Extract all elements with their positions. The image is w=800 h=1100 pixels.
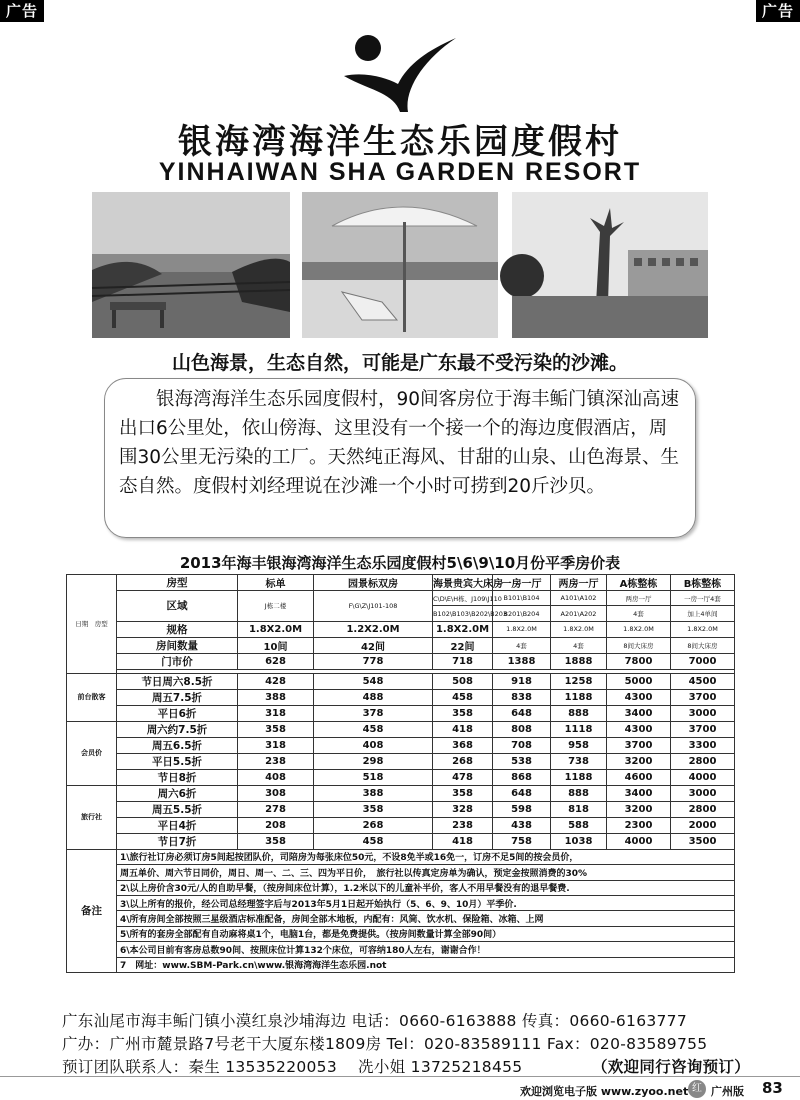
price-cell: 378 (314, 705, 433, 721)
area-cell: 加上4单间 (671, 606, 735, 621)
price-cell: 838 (493, 689, 551, 705)
discount-label: 节日周六8.5折 (117, 673, 238, 689)
table-row (67, 865, 735, 880)
price-cell: 958 (551, 737, 607, 753)
price-cell: 648 (493, 785, 551, 801)
price-cell: 3500 (671, 833, 735, 849)
price-cell: 778 (314, 653, 433, 669)
spec-cell: 1.8X2.0M (607, 621, 671, 637)
spec-cell: 1.8X2.0M (551, 621, 607, 637)
price-cell: 918 (493, 673, 551, 689)
photo-sea-view (92, 192, 290, 338)
row-header: 区域 (117, 591, 238, 622)
price-cell: 358 (433, 785, 493, 801)
price-cell: 238 (238, 753, 314, 769)
count-cell: 8间大床房 (671, 637, 735, 653)
table-row (67, 833, 735, 849)
price-cell: 3700 (671, 721, 735, 737)
price-cell: 358 (238, 721, 314, 737)
price-cell: 518 (314, 769, 433, 785)
note-line: 6\本公司目前有客房总数90间、按照床位计算132个床位，可容纳180人左右，谢谢合作！ (117, 942, 735, 957)
footer-booking-note: （欢迎同行咨询预订） (592, 1058, 751, 1076)
note-line: 周五单价、周六节日同价，周日、周一、二、三、四为平日价， 旅行社以传真定房单为确认，预定金按照消费的30% (117, 865, 735, 880)
discount-label: 周五6.5折 (117, 737, 238, 753)
page-number: 83 (762, 1079, 783, 1097)
room-type-header: 标单 (238, 575, 314, 591)
discount-label: 周六约7.5折 (117, 721, 238, 737)
price-cell: 418 (433, 833, 493, 849)
price-cell: 2800 (671, 753, 735, 769)
price-cell: 4000 (671, 769, 735, 785)
spec-cell: 1.8X2.0M (238, 621, 314, 637)
discount-label: 平日5.5折 (117, 753, 238, 769)
area-cell: B101\B104 (493, 591, 551, 606)
row-header: 规格 (117, 621, 238, 637)
ad-label-right: 广告 (756, 0, 800, 22)
price-cell: 458 (314, 833, 433, 849)
price-cell: 1888 (551, 653, 607, 669)
price-cell: 4300 (607, 689, 671, 705)
discount-label: 平日6折 (117, 705, 238, 721)
bottom-website: 欢迎浏览电子版 www.zyoo.net (520, 1085, 689, 1098)
ad-label-left: 广告 (0, 0, 44, 22)
price-cell: 648 (493, 705, 551, 721)
tagline: 山色海景，生态自然，可能是广东最不受污染的沙滩。 (171, 352, 628, 374)
count-cell: 42间 (314, 637, 433, 653)
room-type-header: A栋整栋 (607, 575, 671, 591)
price-cell: 328 (433, 801, 493, 817)
price-cell: 308 (238, 785, 314, 801)
bottom-bar (0, 1076, 800, 1100)
title-english: YINHAIWAN SHA GARDEN RESORT (158, 158, 642, 186)
price-cell: 1258 (551, 673, 607, 689)
table-row (67, 817, 735, 833)
group-label: 会员价 (67, 721, 117, 785)
note-line: 2\以上房价含30元/人的自助早餐，（按房间床位计算），1.2米以下的儿童补半价，客人不用早餐没有的退早餐费. (117, 880, 735, 895)
price-cell: 278 (238, 801, 314, 817)
price-cell: 318 (238, 737, 314, 753)
row-header: 门市价 (117, 653, 238, 669)
price-cell: 478 (433, 769, 493, 785)
count-cell: 22间 (433, 637, 493, 653)
table-row (67, 591, 735, 606)
footer-address: 广东汕尾市海丰鲘门镇小漠红泉沙埔海边 电话：0660-6163888 传真：0660-6163777 (62, 1012, 687, 1030)
price-cell: 3400 (607, 785, 671, 801)
table-row (67, 926, 735, 941)
room-type-header: B栋整栋 (671, 575, 735, 591)
price-cell: 888 (551, 785, 607, 801)
intro-text: 银海湾海洋生态乐园度假村，90间客房位于海丰鲘门镇深汕高速出口6公里处，依山傍海、这里没有一个接一个的海边度假酒店，周围30公里无污染的工厂。天然纯正海风、甘甜的山泉、山色海景、生态自然。度假村刘经理说在沙滩一个小时可捞到20斤沙贝。 (119, 389, 680, 497)
count-cell: 4套 (551, 637, 607, 653)
notes-label: 备注 (67, 849, 117, 972)
row-header: 房间数量 (117, 637, 238, 653)
spec-cell: 1.8X2.0M (433, 621, 493, 637)
table-row (67, 737, 735, 753)
price-cell: 2000 (671, 817, 735, 833)
intro-box (104, 378, 696, 538)
price-cell: 5000 (607, 673, 671, 689)
spec-cell: 1.8X2.0M (671, 621, 735, 637)
discount-label: 节日7折 (117, 833, 238, 849)
price-cell: 4300 (607, 721, 671, 737)
price-cell: 3200 (607, 753, 671, 769)
price-cell: 868 (493, 769, 551, 785)
count-cell: 4套 (493, 637, 551, 653)
table-row (67, 673, 735, 689)
price-cell: 628 (238, 653, 314, 669)
price-cell: 238 (433, 817, 493, 833)
area-cell: 两房一厅 (607, 591, 671, 606)
price-cell: 1118 (551, 721, 607, 737)
area-cell: B102\B103\B202\B203 (433, 606, 493, 621)
area-cell: F\G\Z\J101-108 (314, 591, 433, 622)
price-cell: 418 (433, 721, 493, 737)
price-cell: 268 (433, 753, 493, 769)
price-cell: 538 (493, 753, 551, 769)
spec-cell: 1.8X2.0M (493, 621, 551, 637)
price-cell: 3000 (671, 785, 735, 801)
price-cell: 318 (238, 705, 314, 721)
price-cell: 368 (433, 737, 493, 753)
table-row (67, 769, 735, 785)
price-cell: 2300 (607, 817, 671, 833)
note-line: 5\所有的套房全部配有自动麻将桌1个，电脑1台，都是免费提供。（按房间数量计算全部90间） (117, 926, 735, 941)
price-cell: 708 (493, 737, 551, 753)
table-row (67, 895, 735, 910)
price-cell: 2800 (671, 801, 735, 817)
price-cell: 488 (314, 689, 433, 705)
price-cell: 358 (314, 801, 433, 817)
price-cell: 3200 (607, 801, 671, 817)
edition-label: 广州版 (711, 1085, 744, 1098)
group-label: 前台散客 (67, 673, 117, 721)
price-cell: 458 (433, 689, 493, 705)
price-cell: 298 (314, 753, 433, 769)
footer-guangzhou-office: 广办：广州市麓景路7号老干大厦东楼1809房 Tel：020-83589111 Fax：020-83589755 (62, 1035, 708, 1053)
table-row (67, 785, 735, 801)
area-cell: A101\A102 (551, 591, 607, 606)
price-cell: 7000 (671, 653, 735, 669)
price-cell: 408 (314, 737, 433, 753)
discount-label: 周五7.5折 (117, 689, 238, 705)
price-cell: 408 (238, 769, 314, 785)
price-cell: 548 (314, 673, 433, 689)
spec-cell: 1.2X2.0M (314, 621, 433, 637)
footer-contacts (62, 1055, 751, 1077)
title-chinese: 银海湾海洋生态乐园度假村 (178, 122, 622, 162)
price-cell: 588 (551, 817, 607, 833)
room-type-header: 一房一厅 (493, 575, 551, 591)
price-cell: 388 (238, 689, 314, 705)
price-cell: 888 (551, 705, 607, 721)
photo-resort-building (512, 192, 708, 338)
publisher-logo: 红 (688, 1080, 706, 1098)
table-row (67, 621, 735, 637)
price-cell: 1188 (551, 769, 607, 785)
price-cell: 808 (493, 721, 551, 737)
area-cell: 一房一厅4套 (671, 591, 735, 606)
table-row (67, 849, 735, 864)
discount-label: 平日4折 (117, 817, 238, 833)
table-row (67, 957, 735, 972)
price-cell: 268 (314, 817, 433, 833)
price-cell: 4600 (607, 769, 671, 785)
price-cell: 208 (238, 817, 314, 833)
price-cell: 738 (551, 753, 607, 769)
table-row (67, 705, 735, 721)
table-row (67, 880, 735, 895)
area-cell: 4套 (607, 606, 671, 621)
photo-beach-umbrella (302, 192, 498, 338)
discount-label: 周六6折 (117, 785, 238, 801)
table-row (67, 753, 735, 769)
price-cell: 718 (433, 653, 493, 669)
note-line: 3\以上所有的报价，经公司总经理签字后与2013年5月1日起开始执行（5、6、9、10月）平季价. (117, 895, 735, 910)
discount-label: 节日8折 (117, 769, 238, 785)
table-row (67, 653, 735, 669)
note-line: 7 网址：www.SBM-Park.cn\www.银海湾海洋生态乐园.not (117, 957, 735, 972)
price-cell: 458 (314, 721, 433, 737)
price-cell: 3700 (671, 689, 735, 705)
room-type-header: 两房一厅 (551, 575, 607, 591)
price-cell: 4500 (671, 673, 735, 689)
price-cell: 758 (493, 833, 551, 849)
group-label: 旅行社 (67, 785, 117, 849)
price-cell: 358 (433, 705, 493, 721)
price-cell: 3700 (607, 737, 671, 753)
table-row (67, 689, 735, 705)
area-cell: B201\B204 (493, 606, 551, 621)
room-type-header: 园景标双房 (314, 575, 433, 591)
price-cell: 358 (238, 833, 314, 849)
footer-contact-names: 预订团队联系人：秦生 13535220053 冼小姐 13725218455 (62, 1058, 523, 1076)
row-header: 房型 (117, 575, 238, 591)
room-type-header: 海景贵宾大床房 (433, 575, 493, 591)
price-cell: 428 (238, 673, 314, 689)
table-row (67, 911, 735, 926)
price-cell: 1038 (551, 833, 607, 849)
price-cell: 508 (433, 673, 493, 689)
price-cell: 3000 (671, 705, 735, 721)
discount-label: 周五5.5折 (117, 801, 238, 817)
corner-header: 日期 房型 (67, 575, 117, 674)
price-table (66, 574, 735, 973)
price-cell: 1388 (493, 653, 551, 669)
price-cell: 4000 (607, 833, 671, 849)
area-cell: A201\A202 (551, 606, 607, 621)
note-line: 4\所有房间全部按照三星级酒店标准配备，房间全部木地板，内配有：风筒、饮水机、保险箱、冰箱、上网 (117, 911, 735, 926)
count-cell: 8间大床房 (607, 637, 671, 653)
area-cell: C\D\E\H栋、J109\J110 (433, 591, 493, 606)
price-cell: 1188 (551, 689, 607, 705)
price-cell: 598 (493, 801, 551, 817)
table-row (67, 637, 735, 653)
table-row (67, 575, 735, 591)
price-table-title: 2013年海丰银海湾海洋生态乐园度假村5\6\9\10月份平季房价表 (179, 554, 621, 572)
table-row (67, 801, 735, 817)
price-cell: 388 (314, 785, 433, 801)
area-cell: J栋二楼 (238, 591, 314, 622)
count-cell: 10间 (238, 637, 314, 653)
resort-logo (338, 32, 458, 114)
price-cell: 3400 (607, 705, 671, 721)
table-row (67, 942, 735, 957)
table-row (67, 721, 735, 737)
price-cell: 818 (551, 801, 607, 817)
note-line: 1\旅行社订房必须订房5间起按团队价，司陪房为每张床位50元，不设8免半或16免一，订房不足5间的按会员价， (117, 849, 735, 864)
price-cell: 7800 (607, 653, 671, 669)
price-cell: 3300 (671, 737, 735, 753)
price-cell: 438 (493, 817, 551, 833)
